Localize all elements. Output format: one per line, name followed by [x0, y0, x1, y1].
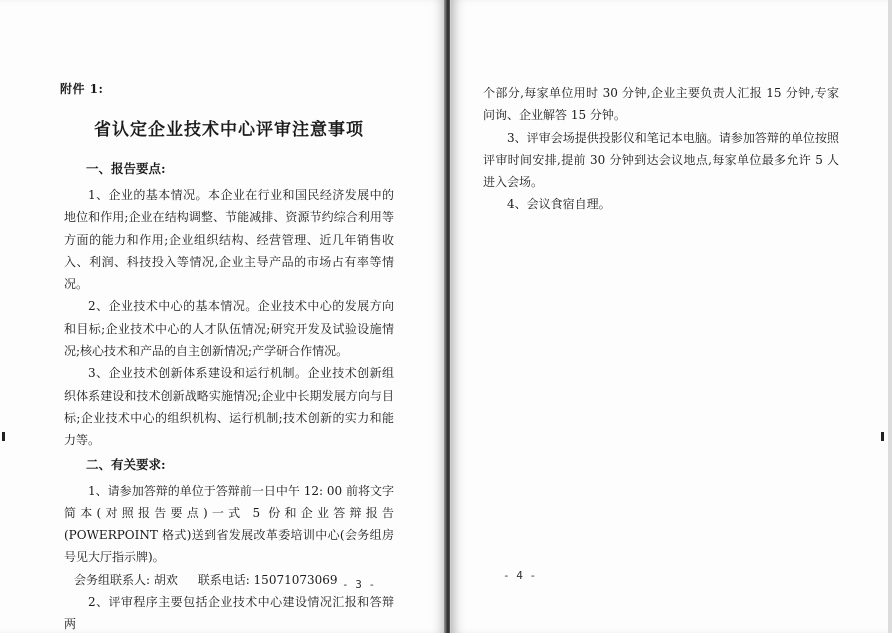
- attachment-label: 附件 1:: [60, 82, 104, 96]
- left-page-content: [60, 80, 394, 636]
- section2-heading: 二、有关要求:: [86, 456, 166, 472]
- page-number-right: - 4 -: [503, 569, 537, 582]
- page-right: [450, 0, 892, 633]
- contact-phone: 联系电话: 15071073069: [197, 572, 338, 587]
- item-1-paragraph: 1、企业的基本情况。本企业在行业和国民经济发展中的地位和作用;企业在结构调整、节能减排、资源节约综合利用等方面的能力和作用;企业组织结构、经营管理、近几年销售收入、利润、科技投入等情况,企业主导产品的市场占有率等情况。: [64, 188, 394, 292]
- scan-mark: [2, 432, 5, 441]
- right-page-content: [483, 82, 839, 216]
- section1-heading: 一、报告要点:: [86, 161, 166, 176]
- scan-mark-right: [881, 432, 884, 441]
- document-title: 省认定企业技术中心评审注意事项: [94, 120, 364, 140]
- contact-person: 会务组联系人: 胡欢: [74, 572, 178, 587]
- page-number-left: - 3 -: [342, 578, 376, 591]
- item-3-paragraph: 3、企业技术创新体系建设和运行机制。企业技术创新组织体系建设和技术创新战略实施情况;企业中长期发展方向与目标;企业技术中心的组织机构、运行机制;技术创新的实力和能力等。: [64, 366, 394, 448]
- requirement-3-paragraph: 3、评审会场提供投影仪和笔记本电脑。请参加答辩的单位按照评审时间安排,提前 30 分钟到达会议地点,每家单位最多允许 5 人进入会场。: [483, 130, 839, 190]
- page-edge: [888, 0, 892, 633]
- page-left: [0, 0, 447, 633]
- requirement-4-paragraph: 4、会议食宿自理。: [507, 197, 611, 212]
- requirement-2-continued: 个部分,每家单位用时 30 分钟,企业主要负责人汇报 15 分钟,专家问询、企业解答 15 分钟。: [483, 86, 839, 123]
- item-2-paragraph: 2、企业技术中心的基本情况。企业技术中心的发展方向和目标;企业技术中心的人才队伍情况;研究开发及试验设施情况;核心技术和产品的自主创新情况;产学研合作情况。: [64, 299, 394, 359]
- requirement-1-paragraph: 1、请参加答辩的单位于答辩前一日中午 12: 00 前将文字简本(对照报告要点)一式 5 份和企业答辩报告(POWERPOINT 格式)送到省发展改革委培训中心(会务组房号见大厅指示牌)。: [64, 483, 394, 565]
- requirement-2-start: 2、评审程序主要包括企业技术中心建设情况汇报和答辩两: [64, 595, 394, 632]
